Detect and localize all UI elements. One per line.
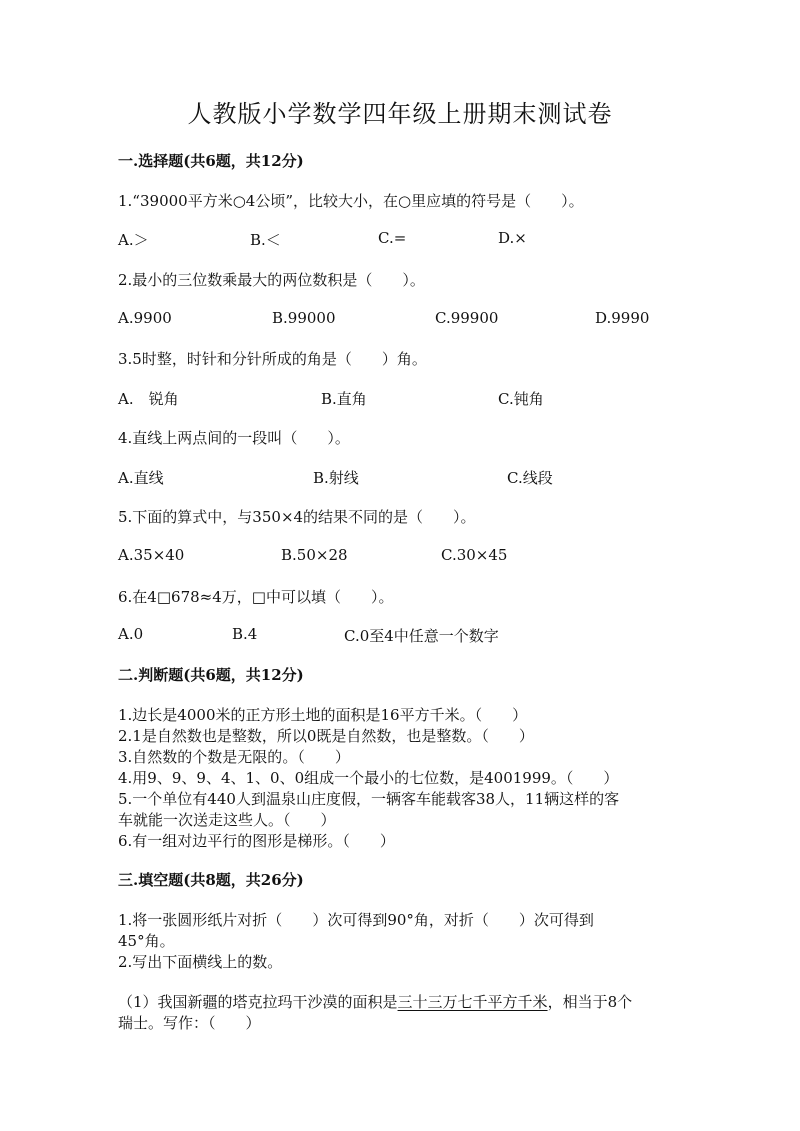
option-2a: A.9900 [118, 309, 172, 327]
option-4c: C.线段 [507, 469, 553, 487]
judgement-line-5-cont: 车就能一次送走这些人。（ ） [118, 811, 336, 829]
question-1: 1.“39000平方米○4公顷”，比较大小，在○里应填的符号是（ ）。 [118, 192, 584, 210]
option-1b: B.＜ [250, 231, 281, 249]
judgement-line-2: 2.1是自然数也是整数，所以0既是自然数，也是整数。（ ） [118, 727, 534, 745]
option-1d: D.× [498, 229, 527, 247]
option-1c: C.= [378, 229, 407, 247]
option-4b: B.射线 [313, 469, 359, 487]
option-6b: B.4 [232, 625, 258, 643]
option-2b: B.99000 [272, 309, 336, 327]
section-heading-choice: 一.选择题(共6题，共12分) [118, 152, 304, 170]
fill-line-1: 1.将一张圆形纸片对折（ ）次可得到90°角，对折（ ）次可得到 [118, 911, 594, 929]
option-6a: A.0 [118, 625, 144, 643]
judgement-line-6: 6.有一组对边平行的图形是梯形。（ ） [118, 832, 395, 850]
question-4: 4.直线上两点间的一段叫（ ）。 [118, 429, 350, 447]
option-2d: D.9990 [595, 309, 650, 327]
fill-sub-1-suffix: ，相当于8个 [547, 993, 633, 1011]
option-5c: C.30×45 [441, 546, 508, 564]
judgement-line-4: 4.用9、9、9、4、1、0、0组成一个最小的七位数，是4001999。（ ） [118, 769, 619, 787]
question-5: 5.下面的算式中，与350×4的结果不同的是（ ）。 [118, 508, 476, 526]
question-6: 6.在4□678≈4万，□中可以填（ ）。 [118, 588, 394, 606]
option-5a: A.35×40 [118, 546, 185, 564]
fill-sub-1-cont: 瑞士。写作：（ ） [118, 1014, 261, 1032]
page-title: 人教版小学数学四年级上册期末测试卷 [187, 100, 613, 128]
section-heading-fill: 三.填空题(共8题，共26分) [118, 871, 304, 889]
option-6c: C.0至4中任意一个数字 [344, 627, 499, 645]
option-3c: C.钝角 [498, 390, 544, 408]
option-5b: B.50×28 [281, 546, 348, 564]
fill-sub-1 [118, 991, 632, 1012]
option-1a: A.＞ [118, 231, 149, 249]
option-3b: B.直角 [321, 390, 367, 408]
question-3: 3.5时整，时针和分针所成的角是（ ）角。 [118, 350, 427, 368]
option-4a: A.直线 [118, 469, 164, 487]
section-heading-judgement: 二.判断题(共6题，共12分) [118, 666, 304, 684]
judgement-line-3: 3.自然数的个数是无限的。（ ） [118, 748, 350, 766]
fill-line-1-cont: 45°角。 [118, 932, 175, 950]
fill-sub-1-prefix: （1）我国新疆的塔克拉玛干沙漠的面积是 [118, 993, 398, 1011]
judgement-line-5: 5.一个单位有440人到温泉山庄度假，一辆客车能载客38人，11辆这样的客 [118, 790, 620, 808]
judgement-line-1: 1.边长是4000米的正方形土地的面积是16平方千米。（ ） [118, 706, 528, 724]
question-2: 2.最小的三位数乘最大的两位数积是（ ）。 [118, 271, 425, 289]
option-2c: C.99900 [435, 309, 499, 327]
fill-line-2: 2.写出下面横线上的数。 [118, 953, 283, 971]
fill-sub-1-underlined: 三十三万七千平方千米 [397, 993, 548, 1011]
option-3a: A. 锐角 [118, 390, 179, 408]
